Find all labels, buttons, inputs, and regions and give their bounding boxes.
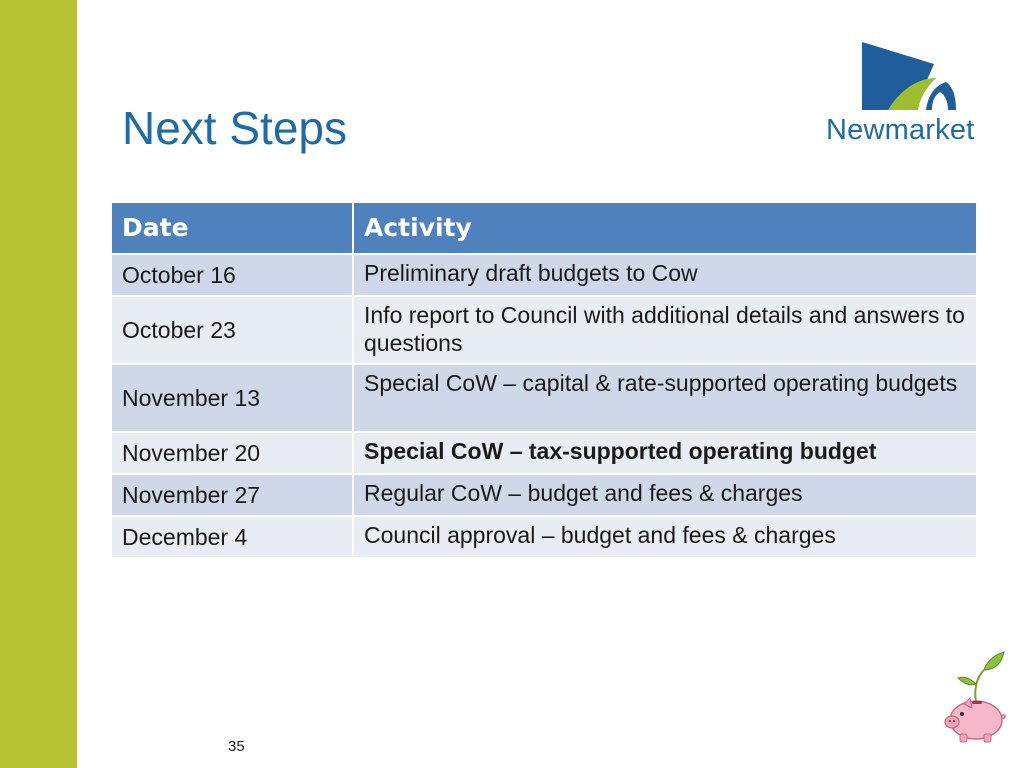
row-date: October 23: [111, 296, 353, 364]
row-date: November 13: [111, 364, 353, 432]
table-row: [111, 474, 977, 516]
row-date: November 20: [111, 432, 353, 474]
row-activity: Special CoW – tax-supported operating budget: [353, 432, 977, 474]
slide-title: Next Steps: [122, 102, 347, 154]
accent-sidebar-bar: [0, 0, 77, 768]
header-activity: Activity: [353, 202, 977, 254]
row-date: October 16: [111, 254, 353, 296]
row-activity: Special CoW – capital & rate-supported operating budgets: [353, 364, 977, 432]
row-date: December 4: [111, 516, 353, 558]
table-header-row: [111, 202, 977, 254]
page-number: 35: [228, 738, 245, 755]
row-activity: Info report to Council with additional details and answers to questions: [353, 296, 977, 364]
row-activity: Preliminary draft budgets to Cow: [353, 254, 977, 296]
table-row: [111, 432, 977, 474]
table-row: [111, 296, 977, 364]
header-date: Date: [111, 202, 353, 254]
row-date: November 27: [111, 474, 353, 516]
next-steps-table: [110, 201, 978, 559]
table-row: [111, 364, 977, 432]
row-activity: Regular CoW – budget and fees & charges: [353, 474, 977, 516]
piggy-bank-icon: [940, 650, 1008, 746]
row-activity: Council approval – budget and fees & charges: [353, 516, 977, 558]
table-row: [111, 254, 977, 296]
table-row: [111, 516, 977, 558]
logo-wordmark: Newmarket: [826, 114, 975, 146]
